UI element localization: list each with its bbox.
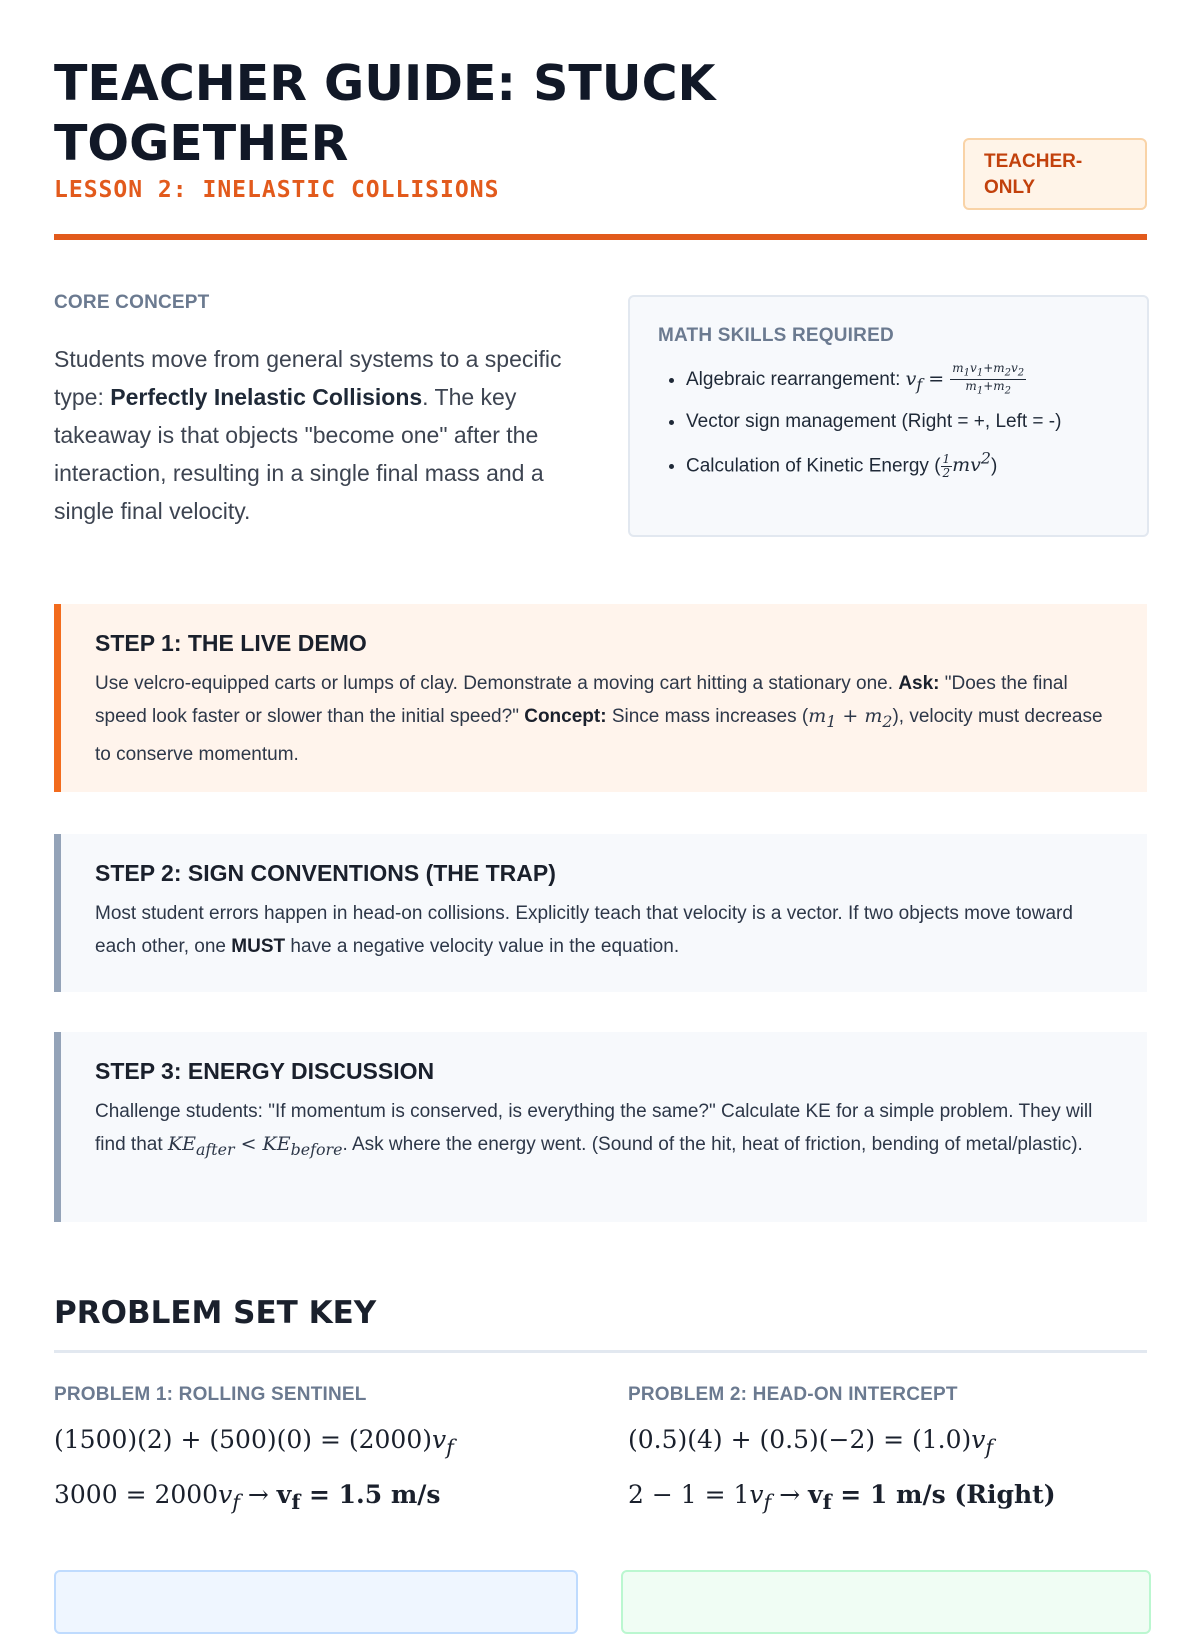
- core-concept-label: CORE CONCEPT: [54, 292, 210, 313]
- core-concept-section: [54, 292, 594, 530]
- step-text-part: Since mass increases (: [606, 706, 809, 727]
- teacher-guide-page: [54, 0, 1147, 1514]
- eq-text: (0.5)(4) + (0.5)(−2) = (1.0): [628, 1425, 972, 1454]
- core-concept-text: [54, 340, 594, 530]
- problem-2-label: PROBLEM 2: HEAD-ON INTERCEPT: [628, 1384, 958, 1405]
- page-header: [54, 0, 1147, 242]
- half-fraction: $\frac{1}{2}$: [942, 451, 951, 480]
- step-2-card: [54, 834, 1147, 992]
- bottom-panel-green: [621, 1570, 1151, 1634]
- step-text-bold: MUST: [231, 936, 286, 957]
- math-skills-box: [628, 295, 1149, 537]
- page-title: TEACHER GUIDE: STUCK TOGETHER: [54, 55, 716, 172]
- problem-2-line-1: $(0.5)(4) + (0.5)(-2) = (1.0)v_f$: [628, 1425, 994, 1459]
- step-text-part: Most student errors happen in head-on collisions. Explicitly teach that velocity is a vector. If two objects move toward each other, one: [95, 903, 1073, 957]
- ke-formula: $mv^2$: [952, 448, 991, 477]
- problem-2-key: [628, 1384, 1148, 1526]
- lesson-subtitle: LESSON 2: INELASTIC COLLISIONS: [54, 177, 500, 203]
- eq-sub: f: [291, 1489, 301, 1514]
- step-text-bold: Ask:: [898, 673, 940, 694]
- step-text-part: "Does the final speed look faster or slower than the initial speed?": [95, 673, 1068, 727]
- problem-1-key: [54, 1384, 574, 1526]
- math-skill-text: Algebraic rearrangement:: [686, 369, 906, 390]
- math-skill-item: • Calculation of Kinetic Energy ( $\frac{1}{2}$ $mv^2$): [686, 440, 1119, 484]
- math-skill-item: [686, 403, 1119, 440]
- problem-1-line-1: $(1500)(2) + (500)(0) = (2000)v_f$: [54, 1425, 454, 1459]
- eq-sub: f: [822, 1489, 832, 1514]
- step-2-title: STEP 2: SIGN CONVENTIONS (THE TRAP): [95, 860, 556, 886]
- step-1-text: [95, 667, 1111, 771]
- problem-1-line-2: $3000 = 2000v_f \to v_f = 1.5$ m/s: [54, 1480, 441, 1514]
- math-skill-item: [686, 361, 1119, 403]
- step-3-card: [54, 1032, 1147, 1222]
- math-skills-list: [658, 361, 1119, 484]
- step-3-title: STEP 3: ENERGY DISCUSSION: [95, 1058, 435, 1084]
- problem-set-divider: [54, 1350, 1147, 1353]
- step-text-part: Use velcro-equipped carts or lumps of clay. Demonstrate a moving cart hitting a stationary one.: [95, 673, 899, 694]
- step-text-part: ), velocity must decrease to conserve momentum.: [95, 706, 1103, 765]
- step-text-bold: Concept:: [524, 706, 607, 727]
- eq-text: 3000 = 2000: [54, 1480, 219, 1509]
- core-text-bold: Perfectly Inelastic Collisions: [110, 384, 423, 410]
- problem-2-answer: = 1 m/s (Right): [831, 1480, 1056, 1509]
- ke-inequality: $KE_{after} < KE_{before}$: [167, 1133, 343, 1159]
- problem-2-solution: [628, 1416, 1148, 1526]
- math-skill-text: Calculation of Kinetic Energy (: [686, 455, 941, 477]
- header-divider: [54, 234, 1147, 240]
- problem-set-title: PROBLEM SET KEY: [54, 1295, 377, 1331]
- step-text-part: . Ask where the energy went. (Sound of the hit, heat of friction, bending of metal/plastic).: [342, 1134, 1083, 1155]
- step-2-text: [95, 897, 1111, 963]
- math-skill-text: Vector sign management (Right = +, Left = -): [686, 410, 1062, 432]
- eq-text: 2 − 1 = 1: [628, 1480, 750, 1509]
- step-3-text: [95, 1095, 1111, 1166]
- math-skills-label: MATH SKILLS REQUIRED: [658, 325, 894, 346]
- mass-sum-formula: $m_1 + m_2$: [808, 705, 893, 731]
- problem-1-answer: = 1.5 m/s: [300, 1480, 441, 1509]
- problem-2-line-2: $2 - 1 = 1v_f \to v_f = 1$ m/s (Right): [628, 1480, 1056, 1514]
- problem-1-solution: [54, 1416, 574, 1526]
- step-text-part: have a negative velocity value in the equation.: [285, 936, 680, 957]
- step-1-title: STEP 1: THE LIVE DEMO: [95, 630, 367, 656]
- teacher-only-badge: TEACHER-ONLY: [963, 138, 1147, 210]
- step-1-card: [54, 604, 1147, 792]
- vf-fraction: $\frac{m_1v_1+m_2v_2}{m_1+m_2}$: [952, 361, 1025, 397]
- vf-formula: $v_f$ =: [905, 368, 951, 394]
- eq-text: (1500)(2) + (500)(0) = (2000): [54, 1425, 432, 1454]
- step-text-part: Challenge students: "If momentum is conserved, is everything the same?" Calculate KE for a simple problem. They will find that: [95, 1101, 1093, 1155]
- bottom-panel-blue: [54, 1570, 578, 1634]
- core-text-part: Students move from general systems to a specific type:: [54, 346, 562, 410]
- core-text-part: . The key takeaway is that objects "become one" after the interaction, resulting in a single final mass and a single final velocity.: [54, 384, 544, 524]
- problem-1-label: PROBLEM 1: ROLLING SENTINEL: [54, 1384, 367, 1405]
